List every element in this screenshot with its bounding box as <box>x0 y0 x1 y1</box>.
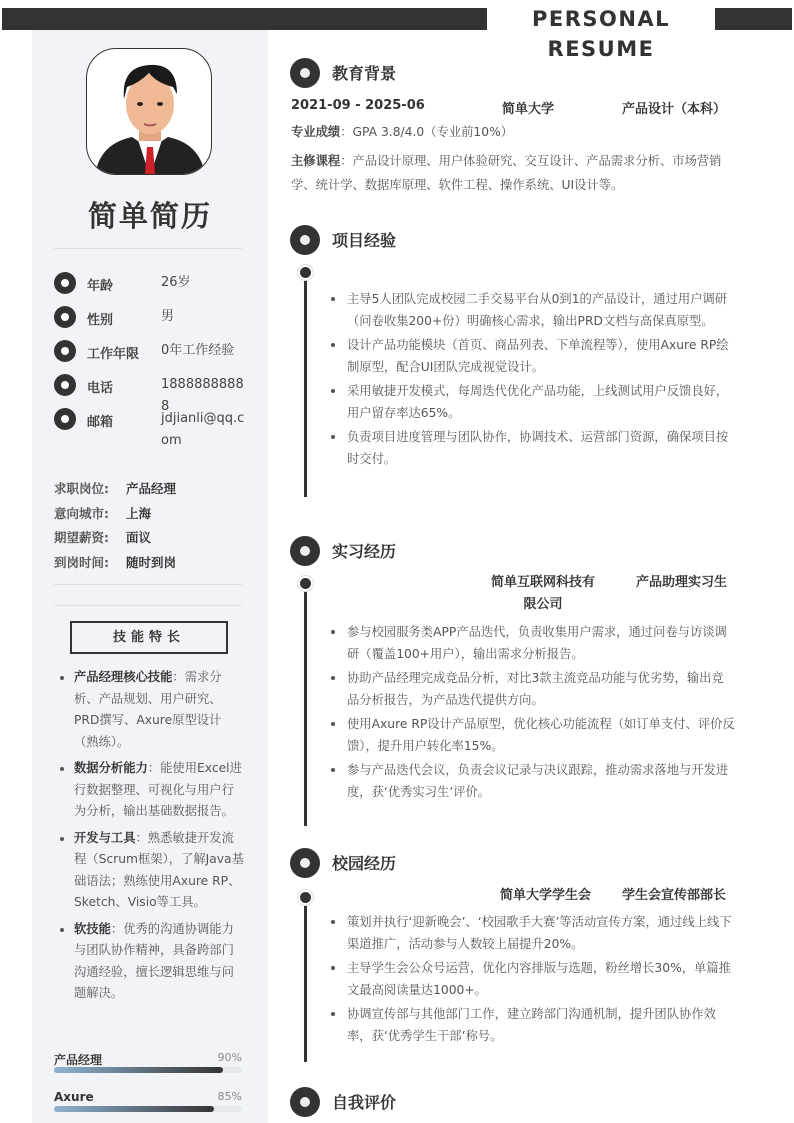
info-label: 年龄 <box>87 279 114 294</box>
courses-label: 主修课程 <box>291 154 341 168</box>
info-label: 性别 <box>87 313 114 328</box>
job-value: 面议 <box>126 530 152 545</box>
skill-bar-fill <box>54 1067 223 1073</box>
role-title: 产品助理实习生 <box>636 575 728 590</box>
skill-title: 产品经理核心技能 <box>74 670 173 684</box>
job-row <box>54 504 151 522</box>
skill-bar-track <box>54 1067 242 1073</box>
section-title: 校园经历 <box>332 854 397 873</box>
section-icon <box>290 225 320 255</box>
job-label: 求职岗位: <box>54 481 109 496</box>
skill-bar-percent: 90% <box>217 1051 242 1064</box>
skill-text: ：能使用Excel进行数据整理、可视化与用户行为分析，输出基础数据报告。 <box>74 761 242 818</box>
info-value: 18888888888 <box>161 377 244 414</box>
skills-heading: 技能特长 <box>70 621 228 654</box>
section-title: 实习经历 <box>332 542 397 561</box>
skill-bar-fill <box>54 1106 214 1112</box>
skill-item <box>56 919 244 1005</box>
list-item: 协助产品经理完成竞品分析，对比3款主流竞品功能与优劣势，输出竞品分析报告，为产品迭代提供方向。 <box>330 667 735 711</box>
divider <box>54 248 242 249</box>
job-row <box>54 479 176 497</box>
section-internship <box>290 536 760 826</box>
section-title: 项目经验 <box>332 231 397 250</box>
skill-bar-track <box>54 1106 242 1112</box>
timeline-dot <box>298 576 313 591</box>
info-icon <box>54 374 76 396</box>
info-label: 电话 <box>87 381 114 396</box>
org-name: 简单大学学生会 <box>500 888 592 903</box>
edu-major: 产品设计（本科） <box>622 102 727 117</box>
section-title: 自我评价 <box>332 1093 397 1112</box>
timeline-line <box>304 586 307 826</box>
skill-bar <box>54 1051 242 1068</box>
timeline-line <box>304 275 307 497</box>
list-item: 负责项目进度管理与团队协作，协调技术、运营部门资源，确保项目按时交付。 <box>330 426 735 470</box>
job-value: 随时到岗 <box>126 554 177 570</box>
section-icon <box>290 536 320 566</box>
info-label: 邮箱 <box>87 415 114 430</box>
section-campus <box>290 848 760 1068</box>
resume-title: PERSONAL RESUME <box>487 4 715 34</box>
info-value: 0年工作经验 <box>161 343 235 358</box>
internship-list <box>330 621 735 805</box>
info-value: 26岁 <box>161 275 191 290</box>
list-item: 主导学生会公众号运营，优化内容排版与选题，粉丝增长30%，单篇推文最高阅读量达1000+。 <box>330 957 735 1001</box>
gpa-value: ：GPA 3.8/4.0（专业前10%） <box>340 125 514 139</box>
section-icon <box>290 58 320 88</box>
section-title: 教育背景 <box>332 64 397 83</box>
edu-courses <box>291 149 736 197</box>
skill-title: 开发与工具 <box>74 830 136 845</box>
edu-gpa <box>291 121 736 143</box>
divider <box>54 605 242 606</box>
campus-list <box>330 911 735 1049</box>
info-label: 工作年限 <box>87 347 140 362</box>
project-list <box>330 288 735 472</box>
resume-name: 简单简历 <box>87 199 212 233</box>
info-icon <box>54 272 76 294</box>
edu-school: 简单大学 <box>502 102 555 117</box>
timeline-dot <box>298 265 313 280</box>
list-item: 协调宣传部与其他部门工作，建立跨部门沟通机制，提升团队协作效率，获‘优秀学生干部’称号。 <box>330 1003 735 1047</box>
job-value: 上海 <box>126 505 152 521</box>
skill-text: ：需求分析、产品规划、用户研究、PRD撰写、Axure原型设计（熟练）。 <box>74 670 222 749</box>
list-item: 采用敏捷开发模式，每周迭代优化产品功能，上线测试用户反馈良好，用户留存率达65%。 <box>330 380 735 424</box>
info-icon <box>54 408 76 430</box>
list-item: 参与产品迭代会议，负责会议记录与决议跟踪，推动需求落地与开发进度，获‘优秀实习生’评价。 <box>330 759 735 803</box>
role-title: 学生会宣传部部长 <box>622 888 727 903</box>
skill-bar-label: Axure <box>54 1090 94 1104</box>
skill-bar-label: 产品经理 <box>54 1053 103 1067</box>
info-value: 男 <box>161 309 175 324</box>
skills-list <box>56 667 244 1010</box>
skill-title: 软技能 <box>74 921 111 936</box>
gpa-label: 专业成绩 <box>291 125 341 139</box>
skill-text: ：熟悉敏捷开发流程（Scrum框架），了解Java基础语法；熟练使用Axure RP、Sketch、Visio等工具。 <box>74 830 244 909</box>
timeline-line <box>304 900 307 1062</box>
job-row <box>54 553 176 571</box>
skill-item <box>56 828 244 914</box>
list-item: 参与校园服务类APP产品迭代，负责收集用户需求，通过问卷与访谈调研（覆盖100+用户），输出需求分析报告。 <box>330 621 735 665</box>
company-name: 简单互联网科技有限公司 <box>490 575 595 612</box>
list-item: 设计产品功能模块（首页、商品列表、下单流程等），使用Axure RP绘制原型，配合UI团队完成视觉设计。 <box>330 334 735 378</box>
job-label: 意向城市: <box>54 505 109 521</box>
skill-item <box>56 667 244 753</box>
skill-text: ：优秀的沟通协调能力与团队协作精神，具备跨部门沟通经验，擅长逻辑思维与问题解决。 <box>74 921 234 1000</box>
job-value: 产品经理 <box>126 481 177 496</box>
job-label: 到岗时间: <box>54 554 109 570</box>
edu-period: 2021-09 - 2025-06 <box>291 98 425 113</box>
info-icon <box>54 340 76 362</box>
job-label: 期望薪资: <box>54 530 109 545</box>
skill-title: 数据分析能力 <box>74 761 148 775</box>
divider <box>54 584 242 585</box>
list-item: 主导5人团队完成校园二手交易平台从0到1的产品设计，通过用户调研（问卷收集200+份）明确核心需求，输出PRD文档与高保真原型。 <box>330 288 735 332</box>
skill-item <box>56 758 244 823</box>
info-value: jdjianli@qq.com <box>161 411 245 448</box>
job-row <box>54 528 151 546</box>
list-item: 使用Axure RP设计产品原型，优化核心功能流程（如订单支付、评价反馈），提升用户转化率15%。 <box>330 713 735 757</box>
section-projects <box>290 225 760 505</box>
section-icon <box>290 848 320 878</box>
skill-bar <box>54 1090 242 1104</box>
sidebar <box>32 30 268 1123</box>
courses-value: ：产品设计原理、用户体验研究、交互设计、产品需求分析、市场营销学、统计学、数据库原理、软件工程、操作系统、UI设计等。 <box>291 154 722 192</box>
section-icon <box>290 1087 320 1117</box>
skill-bar-percent: 85% <box>217 1090 242 1103</box>
avatar <box>86 48 212 175</box>
timeline-dot <box>298 890 313 905</box>
info-icon <box>54 306 76 328</box>
list-item: 策划并执行‘迎新晚会’、‘校园歌手大赛’等活动宣传方案，通过线上线下渠道推广，活动参与人数较上届提升20%。 <box>330 911 735 955</box>
